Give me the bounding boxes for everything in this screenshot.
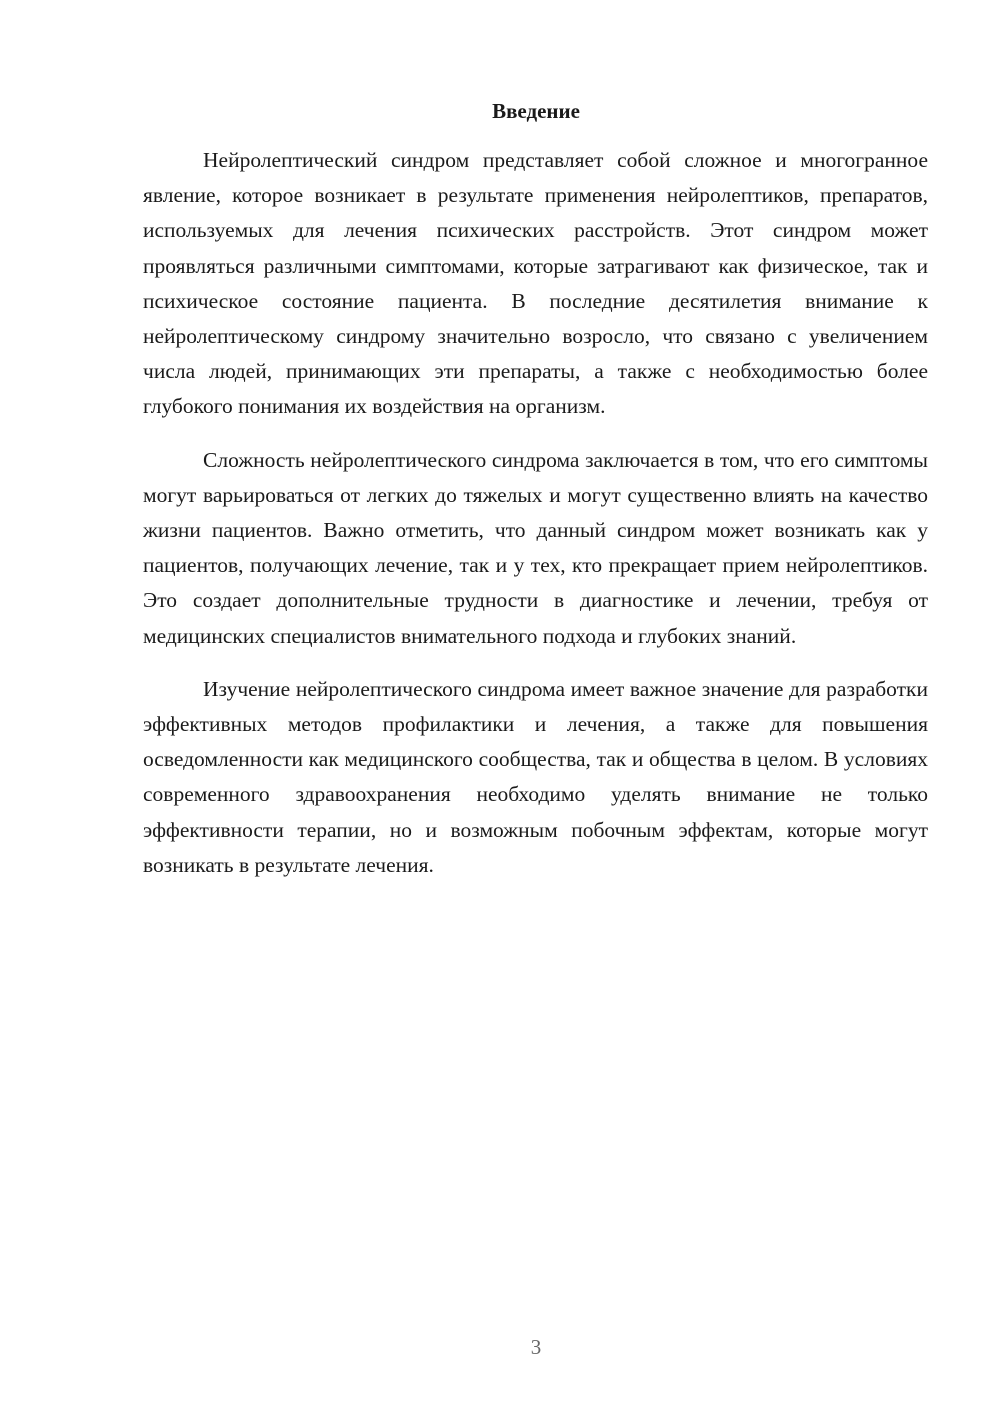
paragraph-3: Изучение нейролептического синдрома имеет важное значение для разработки эффективных методов профилактики и лечения, а также для повышения осведомленности как медицинского сообщества, так и общества в целом. В условиях современного здравоохранения необходимо уделять внимание не только эффективности терапии, но и возможным побочным эффектам, которые могут возникать в результате лечения.: [143, 676, 928, 877]
page-number: 3: [530, 1335, 542, 1359]
section-body: [143, 143, 928, 901]
paragraph-1: Нейролептический синдром представляет собой сложное и многогранное явление, которое возникает в результате применения нейролептиков, препаратов, используемых для лечения психических расстройств. Этот синдром может проявляться различными симптомами, которые затрагивают как физическое, так и психическое состояние пациента. В последние десятилетия внимание к нейролептическому синдрому значительно возросло, что связано с увеличением числа людей, принимающих эти препараты, а также с необходимостью более глубокого понимания их воздействия на организм.: [143, 148, 928, 419]
paragraph-2: Сложность нейролептического синдрома заключается в том, что его симптомы могут варьироваться от легких до тяжелых и могут существенно влиять на качество жизни пациентов. Важно отметить, что данный синдром может возникать как у пациентов, получающих лечение, так и у тех, кто прекращает прием нейролептиков. Это создает дополнительные трудности в диагностике и лечении, требуя от медицинских специалистов внимательного подхода и глубоких знаний.: [143, 447, 928, 648]
section-title: Введение: [492, 99, 580, 123]
